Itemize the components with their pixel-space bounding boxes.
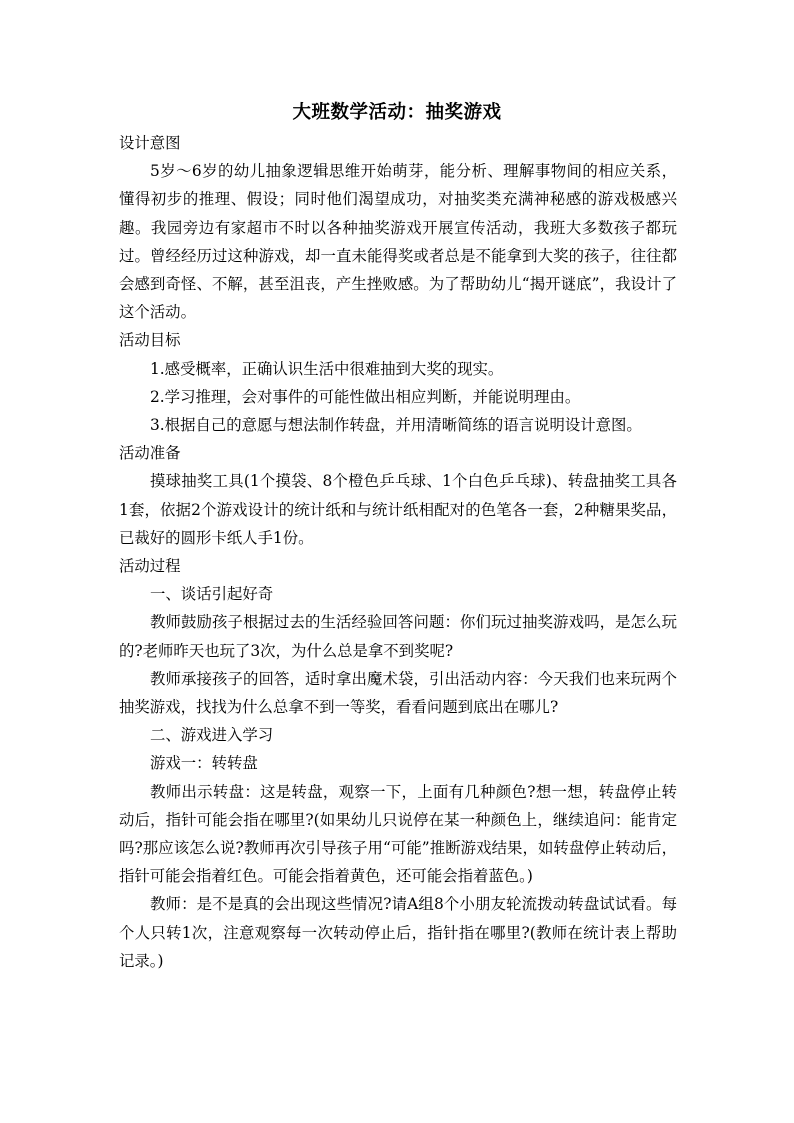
paragraph-goal-2: 2.学习推理，会对事件的可能性做出相应判断，并能说明理由。 [150,387,581,406]
paragraph-process-step-1: 一、谈话引起好奇 [150,585,274,604]
paragraph-design-intent: 5岁～6岁的幼儿抽象逻辑思维开始萌芽，能分析、理解事物间的相应关系，懂得初步的推理、假设；同时他们渴望成功，对抽奖类充满神秘感的游戏极感兴趣。我园旁边有家超市不时以各种抽奖游戏开展宣传活动，我班大多数孩子都玩过。曾经经历过这种游戏，却一直未能得奖或者总是不能拿到大奖的孩子，往往都会感到奇怪、不解，甚至沮丧，产生挫败感。为了帮助幼儿“揭开谜底”，我设计了这个活动。 [119,162,677,322]
section-heading-goals: 活动目标 [119,331,181,350]
paragraph-process-intro: 教师承接孩子的回答，适时拿出魔术袋，引出活动内容：今天我们也来玩两个抽奖游戏，找找为什么总拿不到一等奖，看看问题到底出在哪儿? [119,669,677,717]
paragraph-process-step-2: 二、游戏进入学习 [150,726,274,745]
section-heading-design-intent: 设计意图 [119,134,181,152]
document-body [119,129,677,975]
paragraph-game-1-trial: 教师：是不是真的会出现这些情况?请A组8个小朋友轮流拨动转盘试试看。每个人只转1次，注意观察每一次转动停止后，指针指在哪里?(教师在统计表上帮助记录。) [119,895,677,970]
paragraph-game-1-turntable: 教师出示转盘：这是转盘，观察一下，上面有几种颜色?想一想，转盘停止转动后，指针可能会指在哪里?(如果幼儿只说停在某一种颜色上，继续追问：能肯定吗?那应该怎么说?教师再次引导孩子用“可能”推断游戏结果，如转盘停止转动后，指针可能会指着红色。可能会指着黄色，还可能会指着蓝色。) [119,782,677,886]
section-heading-preparation: 活动准备 [119,444,181,463]
section-heading-process: 活动过程 [119,557,181,576]
paragraph-preparation: 摸球抽奖工具(1个摸袋、8个橙色乒乓球、1个白色乒乓球)、转盘抽奖工具各1套，依据2个游戏设计的统计纸和与统计纸相配对的色笔各一套，2种糖果奖品，已裁好的圆形卡纸人手1份。 [119,472,677,547]
paragraph-process-question: 教师鼓励孩子根据过去的生活经验回答问题：你们玩过抽奖游戏吗，是怎么玩的?老师昨天也玩了3次，为什么总是拿不到奖呢? [119,613,677,660]
paragraph-game-1-title: 游戏一：转转盘 [150,754,258,773]
paragraph-goal-1: 1.感受概率，正确认识生活中很难抽到大奖的现实。 [150,359,504,378]
paragraph-goal-3: 3.根据自己的意愿与想法制作转盘，并用清晰简练的语言说明设计意图。 [150,416,642,435]
document-title: 大班数学活动：抽奖游戏 [292,102,502,123]
